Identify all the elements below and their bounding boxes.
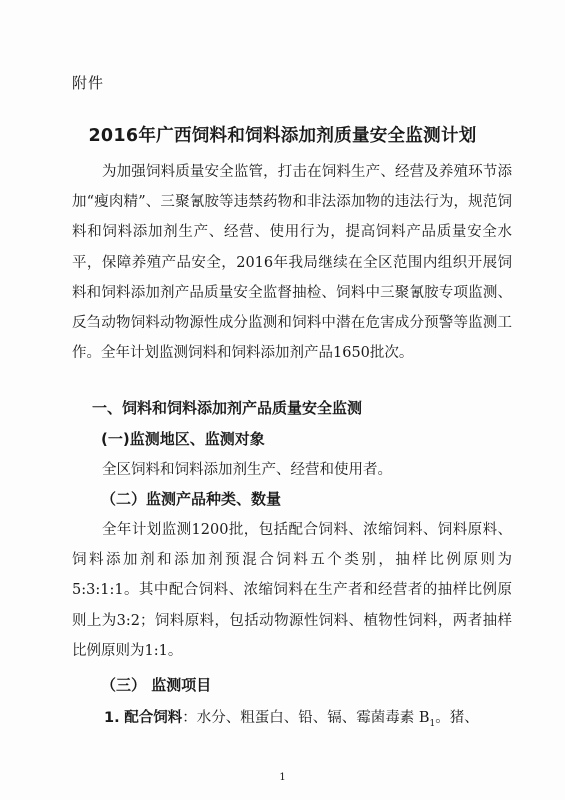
section-1-heading: 一、饲料和饲料添加剂产品质量安全监测 (92, 399, 363, 417)
page-number: 1 (279, 772, 286, 783)
item-text: ：水分、粗蛋白、铅、镉、霉菌毒素 B (182, 710, 430, 726)
document-title: 2016年广西饲料和饲料添加剂质量安全监测计划 (88, 126, 477, 146)
item-text-tail: 。猪、 (435, 710, 479, 726)
subsection-1-body: 全区饲料和饲料添加剂生产、经营和使用者。 (102, 462, 392, 478)
subsection-1-heading: (一)监测地区、监测对象 (101, 430, 265, 448)
subsection-2-heading: （二）监测产品种类、数量 (101, 490, 282, 508)
item-number: 1. (104, 710, 120, 726)
item-subscript: 1 (429, 718, 436, 729)
monitoring-item-1 (104, 703, 514, 739)
intro-paragraph: 为加强饲料质量安全监管，打击在饲料生产、经营及养殖环节添加“瘦肉精”、三聚氰胺等违禁药物和非法添加物的违法行为，规范饲料和饲料添加剂生产、经营、使用行为，提高饲料产品质量安全水平，保障养殖产品安全，2016年我局继续在全区范围内组织开展饲料和饲料添加剂产品质量安全监督抽检、饲料中三聚氰胺专项监测、反刍动物饲料动物源性成分监测和饲料中潜在危害成分预警等监测工作。全年计划监测饲料和饲料添加剂产品1650批次。 (72, 164, 512, 362)
subsection-2-body: 全年计划监测1200批，包括配合饲料、浓缩饲料、饲料原料、饲料添加剂和添加剂预混合饲料五个类别，抽样比例原则为5:3:1:1。其中配合饲料、浓缩饲料在生产者和经营者的抽样比例原则上为3:2；饲料原料，包括动物源性饲料、植物性饲料，两者抽样比例原则为1:1。 (72, 522, 512, 659)
attachment-label: 附件 (72, 74, 105, 92)
item-label: 配合饲料 (124, 710, 183, 726)
subsection-3-heading: （三） 监测项目 (101, 676, 212, 694)
